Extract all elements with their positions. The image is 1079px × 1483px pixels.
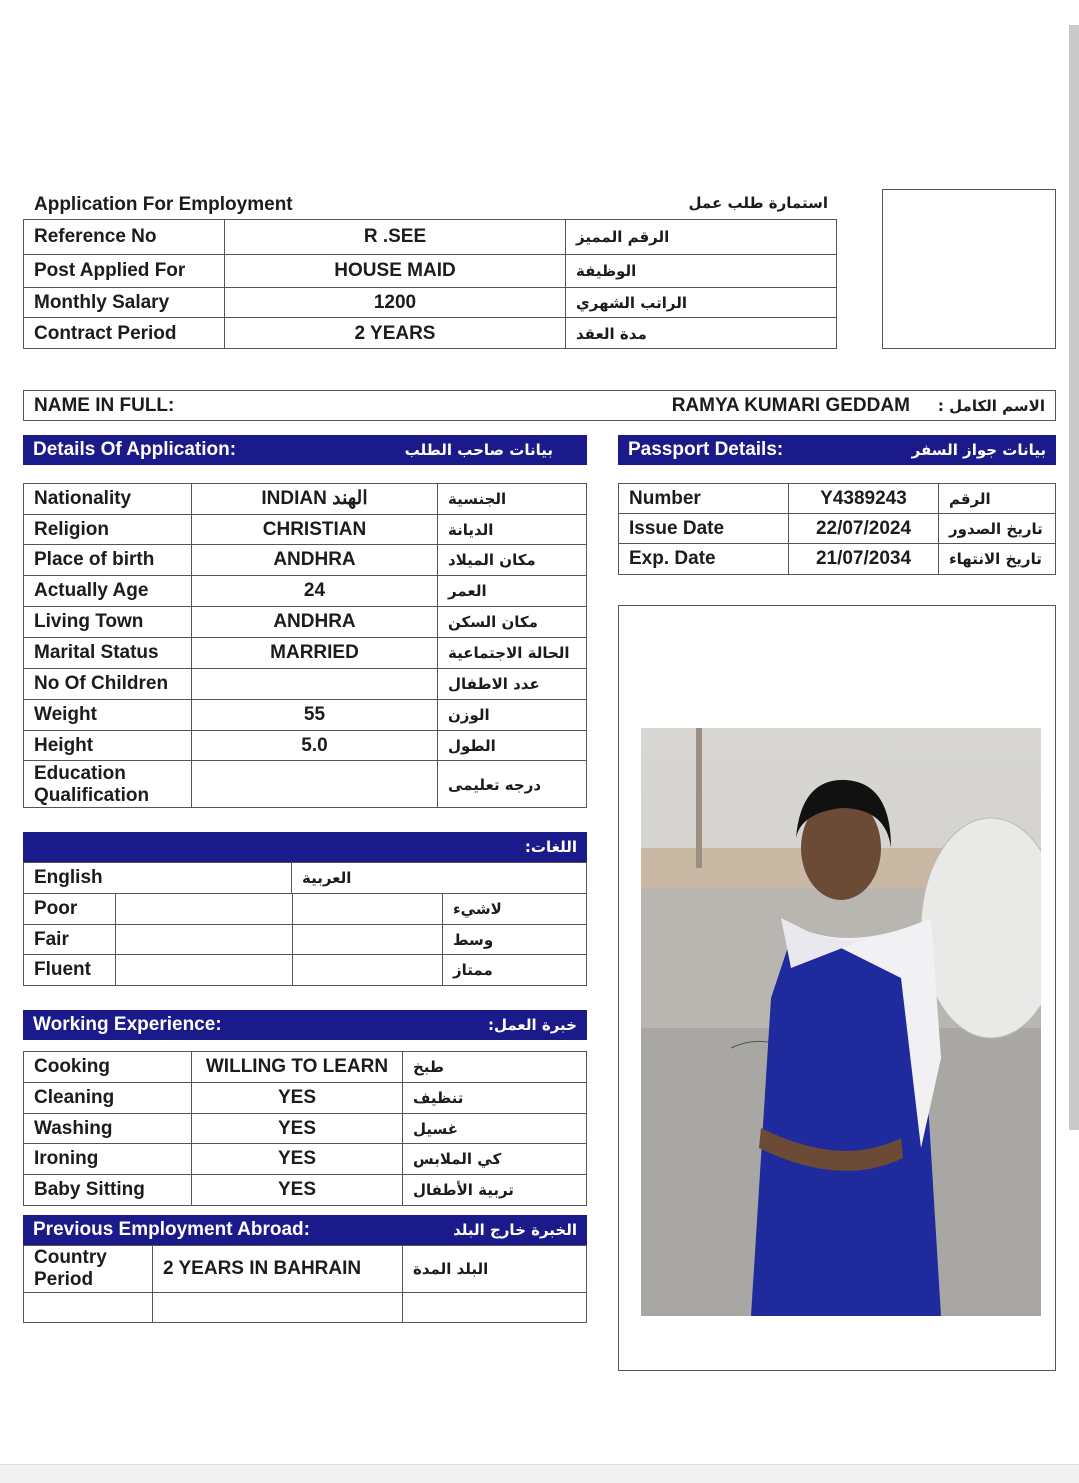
experience-row-ar: كي الملابس <box>413 1150 502 1168</box>
experience-row-ar: تربية الأطفال <box>413 1181 514 1199</box>
lang-arabic-label: العربية <box>302 869 352 887</box>
job-row <box>24 220 836 255</box>
passport-row-value: Y4389243 <box>789 484 939 513</box>
experience-row-value: YES <box>192 1114 403 1143</box>
job-row-value: HOUSE MAID <box>225 255 566 287</box>
experience-row-value: WILLING TO LEARN <box>192 1052 403 1082</box>
languages-title-ar: اللغات: <box>524 838 577 856</box>
passport-title-ar: بيانات جواز السفر <box>911 441 1046 459</box>
passport-row <box>619 514 1055 544</box>
job-row-value: 1200 <box>225 288 566 317</box>
experience-row-label: Cooking <box>24 1052 192 1082</box>
experience-title-ar: خبرة العمل: <box>487 1016 577 1034</box>
detail-row-value: MARRIED <box>192 638 438 668</box>
full-name-ar: الاسم الكامل : <box>937 396 1045 415</box>
experience-header <box>23 1010 587 1040</box>
detail-row <box>24 638 586 669</box>
passport-row-label: Number <box>619 484 789 513</box>
language-row-ar: لاشيء <box>453 900 502 918</box>
details-header <box>23 435 587 465</box>
detail-row-label: Marital Status <box>24 638 192 668</box>
passport-row-ar: تاريخ الصدور <box>949 519 1043 538</box>
detail-row-label: Place of birth <box>24 545 192 575</box>
detail-row <box>24 545 586 576</box>
language-row-empty-cell <box>293 955 443 985</box>
full-name-value: RAMYA KUMARI GEDDAM <box>671 394 910 416</box>
detail-row-label: Living Town <box>24 607 192 637</box>
detail-row-value: 55 <box>192 700 438 730</box>
page-bottom-edge <box>0 1464 1079 1483</box>
job-row-ar: الراتب الشهري <box>576 293 687 312</box>
details-title-ar: بيانات صاحب الطلب <box>404 441 553 459</box>
abroad-table <box>23 1245 587 1323</box>
detail-row-label: Height <box>24 731 192 760</box>
abroad-row-value <box>153 1293 403 1322</box>
language-row-label: Fair <box>24 925 116 954</box>
antenna-mast <box>696 728 702 868</box>
passport-title-en: Passport Details: <box>628 439 784 460</box>
detail-row-value: ANDHRA <box>192 607 438 637</box>
experience-row <box>24 1052 586 1083</box>
job-row-label: Reference No <box>24 220 225 254</box>
experience-row <box>24 1114 586 1144</box>
passport-row-label: Exp. Date <box>619 544 789 574</box>
experience-row-value: YES <box>192 1083 403 1113</box>
detail-row-ar: مكان الميلاد <box>448 551 536 569</box>
form-title-en: Application For Employment <box>34 194 293 215</box>
experience-row-label: Cleaning <box>24 1083 192 1113</box>
detail-row-label: Education Qualification <box>24 761 192 808</box>
language-row-label: Fluent <box>24 955 116 985</box>
experience-row-ar: تنظيف <box>413 1089 464 1107</box>
language-row-empty-cell <box>293 925 443 954</box>
job-row <box>24 255 836 288</box>
abroad-row-label <box>24 1293 153 1322</box>
experience-row-label: Baby Sitting <box>24 1175 192 1205</box>
detail-row-label: No Of Children <box>24 669 192 699</box>
job-table <box>23 219 837 349</box>
abroad-title-en: Previous Employment Abroad: <box>33 1219 310 1240</box>
experience-row-ar: طبخ <box>413 1058 445 1076</box>
abroad-header <box>23 1215 587 1245</box>
detail-row-value: ANDHRA <box>192 545 438 575</box>
language-row <box>24 894 586 925</box>
passport-row-ar: الرقم <box>949 489 991 508</box>
passport-row <box>619 484 1055 514</box>
job-row-ar: الرقم المميز <box>576 228 670 246</box>
details-table <box>23 483 587 808</box>
abroad-row-ar: البلد المدة <box>413 1260 489 1278</box>
language-row-empty-cell <box>116 894 293 924</box>
lang-english-label: English <box>24 863 292 893</box>
experience-row <box>24 1175 586 1205</box>
experience-title-en: Working Experience: <box>33 1014 222 1035</box>
abroad-title-ar: الخبرة خارج البلد <box>453 1221 577 1239</box>
language-row-empty-cell <box>293 894 443 924</box>
language-row-ar: وسط <box>453 930 494 949</box>
detail-row-ar: الجنسية <box>448 490 507 508</box>
job-row-ar: مدة العقد <box>576 324 647 343</box>
detail-row <box>24 700 586 731</box>
detail-row-value <box>192 669 438 699</box>
detail-row <box>24 576 586 607</box>
passport-row-value: 22/07/2024 <box>789 514 939 543</box>
passport-row <box>619 544 1055 574</box>
language-row <box>24 955 586 985</box>
applicant-photo <box>641 728 1041 1316</box>
abroad-row-value: 2 YEARS IN BAHRAIN <box>153 1246 403 1292</box>
job-row <box>24 288 836 318</box>
detail-row-ar: العمر <box>448 582 487 600</box>
detail-row <box>24 761 586 808</box>
scrollbar[interactable] <box>1069 25 1079 1130</box>
detail-row-ar: مكان السكن <box>448 613 538 631</box>
abroad-row <box>24 1293 586 1322</box>
experience-row <box>24 1083 586 1114</box>
stamp-photo-box <box>882 189 1056 349</box>
language-row-label: Poor <box>24 894 116 924</box>
experience-table <box>23 1051 587 1206</box>
detail-row <box>24 484 586 515</box>
experience-row-ar: غسيل <box>413 1119 459 1138</box>
job-row-ar: الوظيفة <box>576 262 637 280</box>
detail-row-ar: الطول <box>448 736 496 755</box>
detail-row <box>24 515 586 545</box>
experience-row-value: YES <box>192 1144 403 1174</box>
languages-header-row <box>24 863 586 894</box>
experience-row-label: Ironing <box>24 1144 192 1174</box>
experience-row-label: Washing <box>24 1114 192 1143</box>
abroad-row-label: Country Period <box>24 1246 153 1292</box>
detail-row-value: INDIAN الهند <box>192 484 438 514</box>
detail-row-ar: عدد الاطفال <box>448 675 540 693</box>
detail-row-value: 5.0 <box>192 731 438 760</box>
languages-header <box>23 832 587 862</box>
job-row-value: 2 YEARS <box>225 318 566 349</box>
detail-row <box>24 731 586 761</box>
detail-row-label: Actually Age <box>24 576 192 606</box>
experience-row <box>24 1144 586 1175</box>
passport-row-value: 21/07/2034 <box>789 544 939 574</box>
experience-row-value: YES <box>192 1175 403 1205</box>
detail-row <box>24 669 586 700</box>
form-title-ar: استمارة طلب عمل <box>688 194 828 212</box>
detail-row <box>24 607 586 638</box>
detail-row-label: Weight <box>24 700 192 730</box>
full-name-label: NAME IN FULL: <box>34 394 175 416</box>
language-row <box>24 925 586 955</box>
job-row <box>24 318 836 349</box>
languages-table <box>23 862 587 986</box>
job-row-value: R .SEE <box>225 220 566 254</box>
detail-row-ar: الحالة الاجتماعية <box>448 644 570 662</box>
detail-row-value <box>192 761 438 808</box>
abroad-row-ar <box>403 1293 586 1322</box>
language-row-ar: ممتاز <box>453 961 493 979</box>
detail-row-ar: الوزن <box>448 706 490 724</box>
detail-row-label: Religion <box>24 515 192 544</box>
detail-row-ar: درجه تعليمى <box>448 775 542 794</box>
passport-row-ar: تاريخ الانتهاء <box>949 550 1042 568</box>
passport-row-label: Issue Date <box>619 514 789 543</box>
passport-table <box>618 483 1056 575</box>
details-title-en: Details Of Application: <box>33 439 237 460</box>
job-row-label: Monthly Salary <box>24 288 225 317</box>
detail-row-value: 24 <box>192 576 438 606</box>
detail-row-label: Nationality <box>24 484 192 514</box>
abroad-row <box>24 1246 586 1293</box>
passport-header <box>618 435 1056 465</box>
language-row-empty-cell <box>116 955 293 985</box>
job-row-label: Post Applied For <box>24 255 225 287</box>
full-name-row <box>23 390 1056 421</box>
language-row-empty-cell <box>116 925 293 954</box>
detail-row-value: CHRISTIAN <box>192 515 438 544</box>
photo-frame <box>618 605 1056 1371</box>
detail-row-ar: الديانة <box>448 520 494 539</box>
job-row-label: Contract Period <box>24 318 225 349</box>
